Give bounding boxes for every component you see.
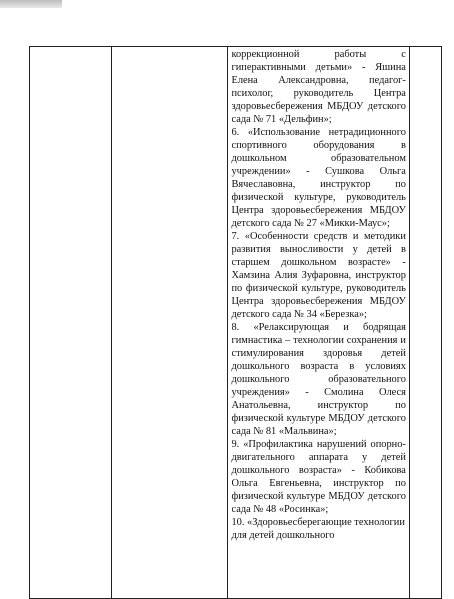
list-item: 8. «Релаксирующая и бодрящая гимнастика – технологии сохранения и стимулирования здоровья детей дошкольного возраста в условиях дошкольного образовательного учреждения» - Смолина Олеся Анатольевна, инструктор по физической культуре МБДОУ детского сада № 81 «Мальвина»; (231, 322, 406, 437)
list-item: 6. «Использование нетрадиционного спортивного оборудования в дошкольном образовательном учреждении» - Сушкова Ольга Вячеславовна, инструктор по физической культуре, руководитель Центра здоровьесбережения МБДОУ детского сада № 27 «Микки-Маус»; (231, 127, 406, 229)
table-row (30, 47, 442, 599)
speaker-list (228, 47, 408, 542)
table-cell-empty-4 (409, 47, 441, 599)
scan-edge-mark (0, 0, 62, 8)
list-item: 7. «Особенности средств и методики развития выносливости у детей в старшем дошкольном возрасте» - Хамзина Алия Зуфаровна, инструктор по физической культуре, руководитель Центра здоровьесбережения МБДОУ детского сада № 34 «Березка»; (231, 231, 406, 320)
table-cell-content (228, 47, 409, 599)
list-item: 10. «Здоровьесберегающие технологии для детей дошкольного (231, 517, 405, 541)
table-cell-empty-1 (30, 47, 112, 599)
list-item: 9. «Профилактика нарушений опорно-двигательного аппарата у детей дошкольного возраста» - Кобикова Ольга Евгеньевна, инструктор по физической культуре МБДОУ детского сада № 48 «Росинка»; (231, 439, 406, 515)
program-table (29, 46, 442, 599)
table-cell-empty-2 (112, 47, 228, 599)
list-item: коррекционной работы с гиперактивными детьми» - Яшина Елена Александровна, педагог-психолог, руководитель Центра здоровьесбережения МБДОУ детского сада № 71 «Дельфин»; (231, 49, 406, 125)
